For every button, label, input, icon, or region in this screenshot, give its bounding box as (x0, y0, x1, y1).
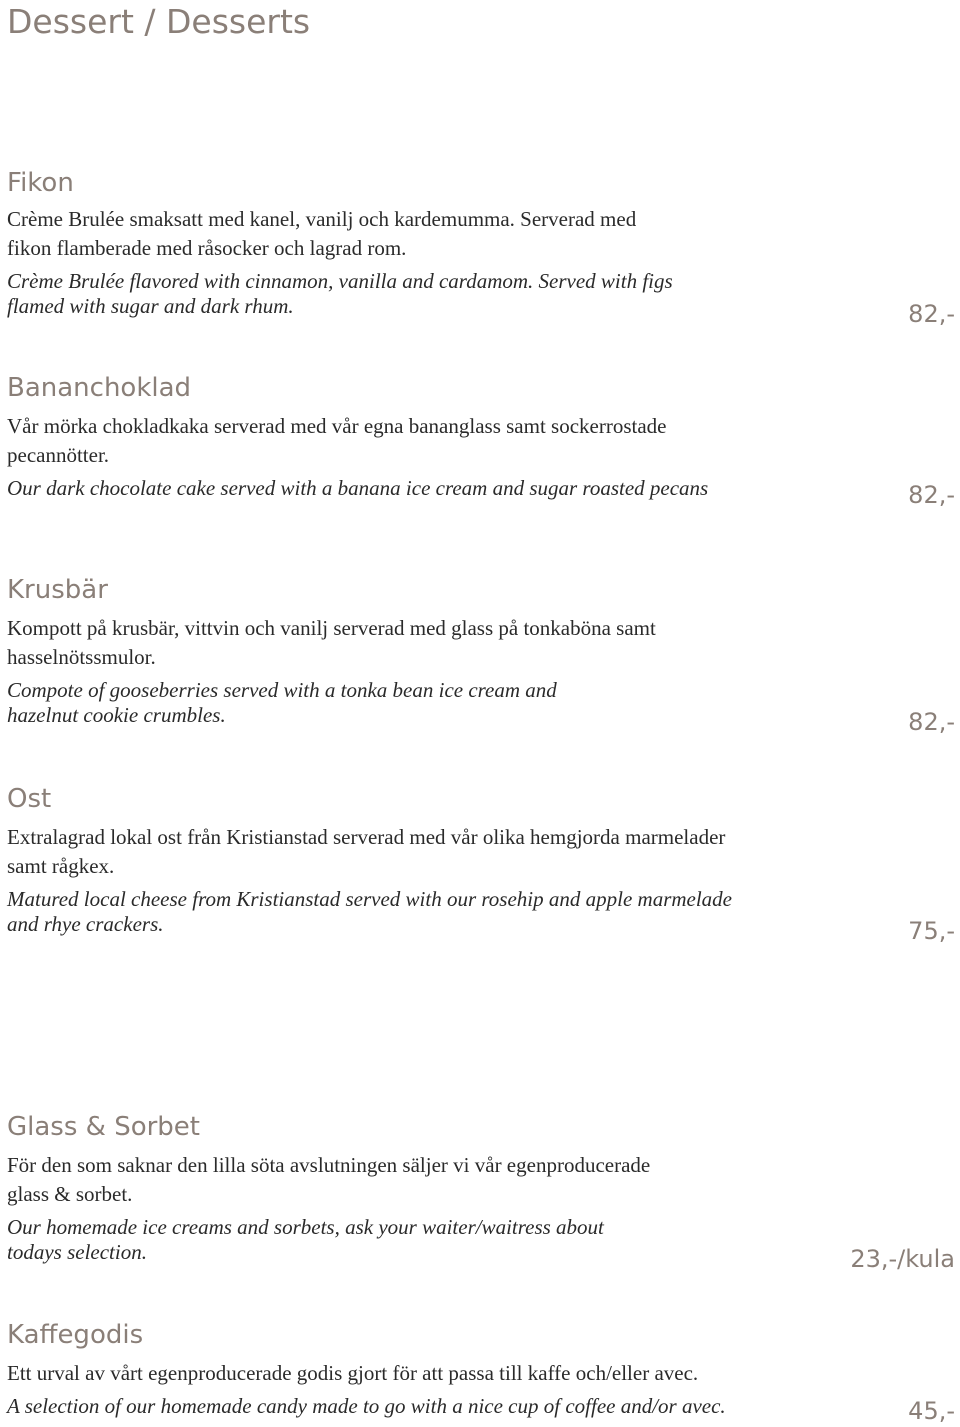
menu-item-ost (7, 782, 955, 952)
item-name: Kaffegodis (7, 1320, 144, 1350)
item-price: 23,-/kula (850, 1245, 955, 1273)
menu-item-kaffegodis (7, 1318, 955, 1427)
item-description-english: Crème Brulée flavored with cinnamon, vanilla and cardamom. Served with figs flamed with sugar and dark rhum. (7, 269, 673, 318)
menu-item-glass-sorbet (7, 1110, 955, 1285)
item-price: 82,- (908, 708, 955, 736)
page-title: Dessert / Desserts (7, 2, 311, 41)
item-description-swedish: Ett urval av vårt egenproducerade godis gjort för att passa till kaffe och/eller avec. (7, 1361, 699, 1385)
item-description-swedish: Extralagrad lokal ost från Kristianstad serverad med vår olika hemgjorda marmelader samt rågkex. (7, 825, 726, 878)
item-description-swedish: För den som saknar den lilla söta avslutningen säljer vi vår egenproducerade glass & sorbet. (7, 1153, 651, 1206)
item-description-swedish: Kompott på krusbär, vittvin och vanilj serverad med glass på tonkaböna samt hasselnötssmulor. (7, 616, 656, 669)
item-description-swedish: Crème Brulée smaksatt med kanel, vanilj och kardemumma. Serverad med fikon flamberade med råsocker och lagrad rom. (7, 207, 637, 260)
item-price: 75,- (908, 917, 955, 945)
menu-item-bananchoklad (7, 371, 955, 521)
item-name: Fikon (7, 168, 74, 198)
item-description-english: Our homemade ice creams and sorbets, ask your waiter/waitress about todays selection. (7, 1215, 604, 1264)
item-description-english: Compote of gooseberries served with a tonka bean ice cream and hazelnut cookie crumbles. (7, 678, 557, 727)
item-price: 82,- (908, 481, 955, 509)
item-name: Ost (7, 784, 52, 814)
item-price: 45,- (908, 1397, 955, 1425)
item-name: Glass & Sorbet (7, 1112, 200, 1142)
item-description-english: Matured local cheese from Kristianstad served with our rosehip and apple marmelade and rhye crackers. (7, 887, 733, 936)
menu-item-fikon (7, 166, 955, 336)
menu-item-krusbar (7, 573, 955, 743)
item-description-english: A selection of our homemade candy made to go with a nice cup of coffee and/or avec. (7, 1394, 726, 1418)
item-description-english: Our dark chocolate cake served with a banana ice cream and sugar roasted pecans (7, 476, 709, 500)
item-price: 82,- (908, 300, 955, 328)
item-name: Krusbär (7, 575, 108, 605)
item-name: Bananchoklad (7, 373, 192, 403)
item-description-swedish: Vår mörka chokladkaka serverad med vår egna bananglass samt sockerrostade pecannötter. (7, 414, 667, 467)
